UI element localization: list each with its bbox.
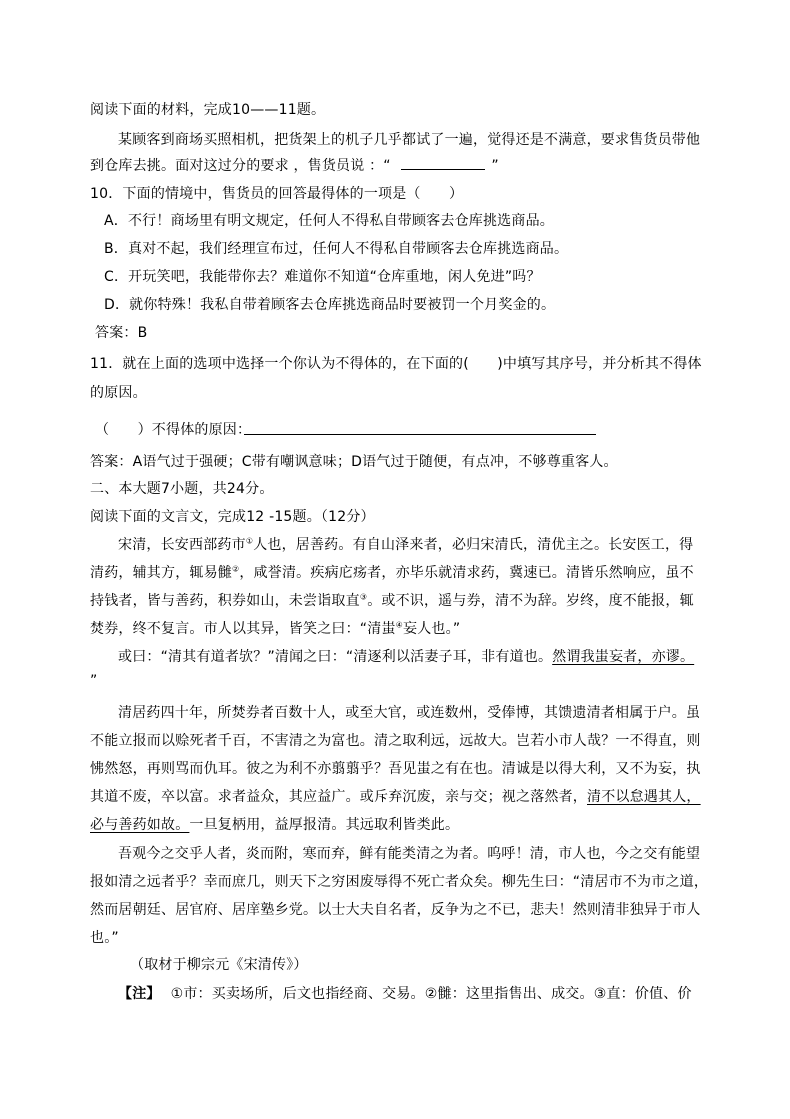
passage-text: 。或不识，遥与券，清不为辞。岁终，度不能报，辄	[367, 593, 694, 609]
passage-text: 焚券，终不复言。市人以其异，皆笑之曰：“清蚩	[90, 621, 396, 637]
question-11-stem-line-2: 的原因。	[90, 385, 147, 401]
passage-p3-line-1: 清居药四十年，所焚券者百数十人，或至大官，或连数州，受俸博，其馈遗清者相属于户。虽	[118, 705, 701, 721]
passage-p3-line-5	[90, 816, 459, 834]
passage-text: 宋清，长安西部药市	[118, 537, 246, 553]
q10-option-d: D．就你特殊！我私自带着顾客去仓库挑选商品时要被罚一个月奖金的。	[104, 297, 556, 313]
q11-answer-line[interactable]	[244, 434, 596, 435]
passage-text: 或曰：“清其有道者欤？”清闻之曰：“清逐利以活妻子耳，非有道也。	[118, 649, 553, 665]
passage-p4-line-2: 报如清之远者乎？幸而庶几，则天下之穷困废辱得不死亡者众矣。柳先生曰：“清居市不为市之道，	[90, 874, 709, 890]
passage-p4-line-3: 然而居朝廷、居官府、居庠塾乡党。以士大夫自名者，反争为之不已，悲夫！然则清非独异于市人	[90, 902, 701, 918]
passage-text: 持钱者，皆与善药，积券如山，未尝诣取直	[90, 593, 360, 609]
passage-p1-line-2	[90, 564, 694, 582]
passage-p4-line-4: 也。”	[90, 930, 119, 946]
footnote-marker: ④	[395, 620, 404, 630]
footnotes	[118, 985, 692, 1003]
passage-p4-line-1: 吾观今之交乎人者，炎而附，寒而弃，鲜有能类清之为者。呜呼！清，市人也，今之交有能望	[118, 846, 701, 862]
passage-p3-line-4	[90, 788, 701, 806]
passage-p1-line-3	[90, 592, 694, 610]
q10-answer: 答案：B	[95, 325, 148, 341]
passage-text: 妄人也。”	[403, 621, 461, 637]
classical-instruction: 阅读下面的文言文，完成12 -15题。（12分）	[90, 509, 375, 525]
material-line-2	[90, 157, 499, 175]
footnote-marker: ②	[232, 564, 240, 574]
footnote-marker: ①	[245, 536, 254, 546]
passage-text: 一旦复柄用，益厚报清。其远取利皆类此。	[189, 817, 460, 833]
underlined-sentence: 必与善药如故。	[90, 817, 190, 833]
question-10-stem: 10．下面的情境中，售货员的回答最得体的一项是（ ）	[90, 186, 464, 202]
section-2-heading: 二、本大题7小题，共24分。	[90, 481, 274, 497]
passage-p3-line-3: 怫然怒，再则骂而仇耳。彼之为利不亦翦翦乎？吾见蚩之有在也。清诚是以得大利，又不为妄，执	[90, 761, 701, 777]
passage-source: （取材于柳宗元《宋清传》）	[130, 957, 308, 973]
underlined-sentence: 清不以怠遇其人，	[587, 789, 701, 805]
reading-instruction: 阅读下面的材料，完成10——11题。	[90, 102, 326, 118]
q10-option-c: C．开玩笑吧，我能带你去？难道你不知道“仓库重地，闲人免进”吗？	[104, 269, 541, 285]
note-label: 【注】	[118, 986, 161, 1002]
q10-option-a: A．不行！商场里有明文规定，任何人不得私自带顾客去仓库挑选商品。	[104, 213, 554, 229]
passage-p3-line-2: 不能立报而以赊死者千百，不害清之为富也。清之取利远，远故大。岂若小市人哉？一不得直，则	[90, 733, 701, 749]
passage-p2-line-2: ”	[90, 673, 98, 689]
q10-option-b: B．真对不起，我们经理宣布过，任何人不得私自带顾客去仓库挑选商品。	[104, 241, 569, 257]
material-line-2-text: 到仓库去挑。面对这过分的要求 ，售货员说 ：“	[90, 158, 396, 174]
passage-text: 人也，居善药。有自山泽来者，必归宋清氏，清优主之。长安医工，得	[253, 537, 694, 553]
material-line-1: 某顾客到商场买照相机，把货架上的机子几乎都试了一遍，觉得还是不满意，要求售货员带他	[118, 132, 701, 148]
note-text: ①市：买卖场所，后文也指经商、交易。②雠：这里指售出、成交。③直：价值、价	[170, 986, 692, 1002]
passage-p2-line-1	[118, 648, 694, 666]
q11-answer: 答案：A语气过于强硬；C带有嘲讽意味；D语气过于随便，有点冲，不够尊重客人。	[90, 454, 618, 470]
passage-p1-line-4	[90, 620, 460, 638]
material-line-2-end: ”	[491, 158, 499, 174]
footnote-marker: ③	[359, 592, 368, 602]
passage-text: ，咸誉清。疾病庀疡者，亦毕乐就清求药，冀速已。清皆乐然响应，虽不	[239, 565, 694, 581]
passage-text: 其道不废，卒以富。求者益众，其应益广。或斥弃沉废，亲与交；视之落然者，	[90, 789, 587, 805]
underlined-sentence: 然谓我蚩妄者，亦谬。	[552, 649, 695, 665]
passage-text: 清药，辅其方，辄易雠	[90, 565, 232, 581]
question-11-stem-line-1: 11．就在上面的选项中选择一个你认为不得体的，在下面的( )中填写其序号，并分析其不得体	[90, 356, 702, 372]
q11-fill-label: （ ）不得体的原因：	[95, 422, 252, 438]
answer-blank[interactable]	[401, 157, 485, 170]
passage-p1-line-1	[118, 536, 693, 554]
